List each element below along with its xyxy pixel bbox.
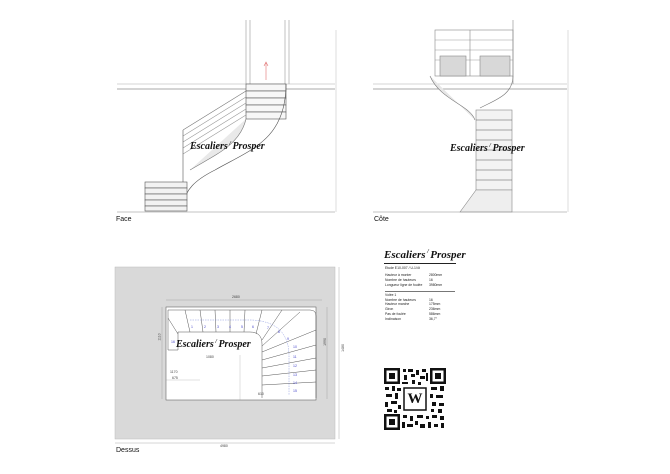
step-number: 1 (191, 325, 193, 329)
step-number: 10 (293, 345, 297, 349)
spec-table (385, 266, 455, 322)
header-rule (384, 263, 456, 264)
dim-bottom: 4980 (220, 444, 228, 448)
cote-view-drawing (373, 20, 568, 212)
step-number: 16 (171, 340, 175, 344)
top-view-drawing (115, 267, 339, 443)
dim-bottom-right: 610 (258, 392, 264, 396)
dim-sub2: 675 (172, 376, 178, 380)
dim-inner: 1080 (206, 355, 214, 359)
brand-logo-face: Escaliers / Prosper (190, 141, 265, 152)
qr-center-letter: W (407, 391, 423, 407)
step-number: 9 (287, 337, 289, 341)
spec-variant-title: Volée 1 (385, 291, 455, 298)
spec-row: Hauteur marche 175mm (385, 302, 441, 307)
brand-logo-header: Escaliers / Prosper (384, 249, 466, 261)
spec-row: Nombre de hauteurs 16 (385, 297, 433, 302)
spec-title: Etude E10-007 / U-1/4t (385, 266, 420, 270)
spec-row: Longueur ligne de foulée 3980mm (385, 282, 443, 287)
spec-row: Nombre de hauteurs 16 (385, 277, 433, 282)
spec-row: Inclinaison 36,7° (385, 317, 437, 322)
spec-row: Hauteur à monter 2800mm (385, 272, 443, 277)
step-number: 5 (241, 325, 243, 329)
step-number: 7 (267, 326, 269, 330)
step-number: 12 (293, 364, 297, 368)
step-number: 6 (252, 325, 254, 329)
dim-left: 1110 (157, 333, 162, 341)
step-number: 3 (217, 325, 219, 329)
spec-row: Giron 236mm (385, 307, 441, 312)
dim-top: 2680 (232, 295, 240, 299)
step-number: 14 (293, 381, 297, 385)
step-number: 11 (293, 355, 297, 359)
step-number: 8 (278, 330, 280, 334)
face-view-drawing (117, 20, 336, 212)
cote-view-label: Côte (374, 216, 389, 223)
dessus-view-label: Dessus (116, 447, 140, 454)
step-number: 2 (204, 325, 206, 329)
brand-logo-cote: Escaliers / Prosper (450, 143, 525, 154)
dim-outer-right: 1480 (340, 344, 345, 352)
spec-row: Pas de foulée 586mm (385, 312, 441, 317)
step-number: 4 (229, 325, 231, 329)
step-number: 15 (293, 389, 297, 393)
dim-sub: 1170 (170, 370, 178, 374)
dim-right: 1990 (322, 338, 327, 346)
face-view-label: Face (116, 216, 132, 223)
brand-logo-top: Escaliers / Prosper (176, 339, 251, 350)
step-number: 13 (293, 373, 297, 377)
